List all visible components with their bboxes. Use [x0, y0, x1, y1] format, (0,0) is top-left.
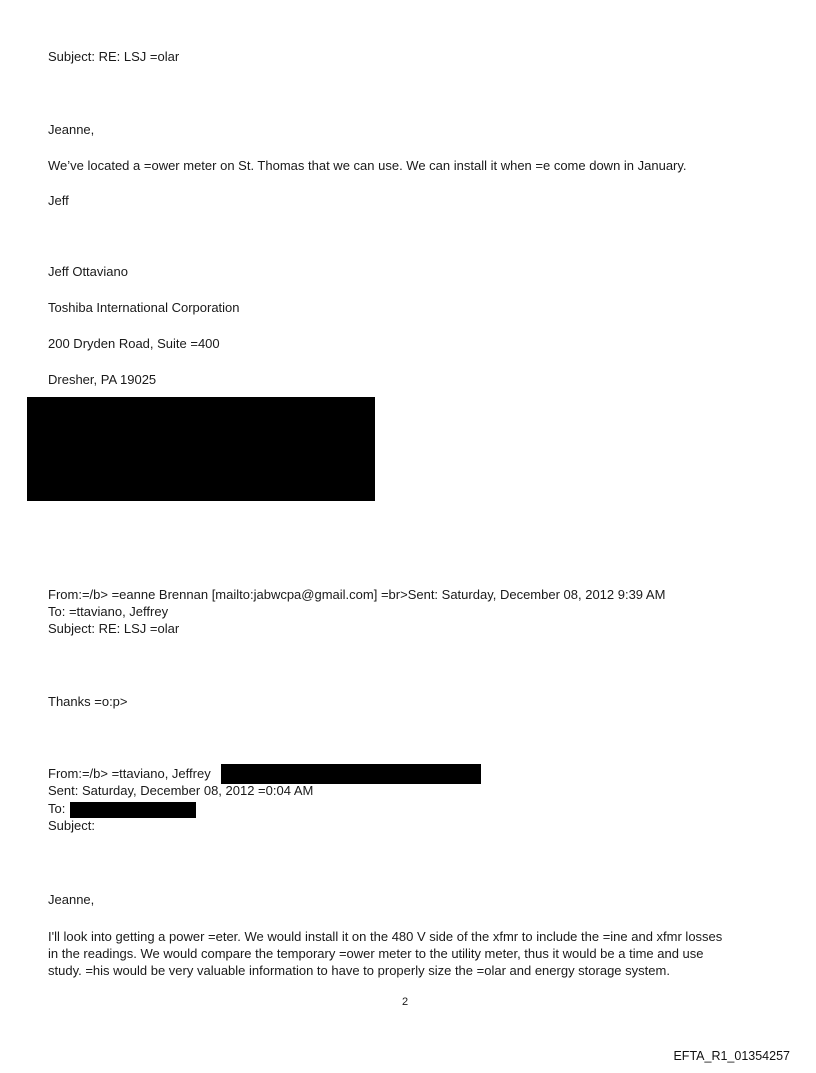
- email3-from-header: [48, 765, 211, 782]
- redaction-from-address: [221, 764, 481, 784]
- signature-name: Jeff Ottaviano: [48, 264, 128, 279]
- email2-subject-header: Subject: RE: LSJ =olar: [48, 621, 180, 636]
- email3-body-line-1: I'll look into getting a power =eter. We would install it on the 480 V side of the xfmr to include the =ine and xfmr losses: [48, 929, 723, 944]
- email3-sent-header: Sent: Saturday, December 08, 2012 =0:04 AM: [48, 783, 314, 798]
- email1-signoff: Jeff: [48, 193, 69, 208]
- email3-greeting: Jeanne,: [48, 892, 95, 907]
- email2-to-header: To: =ttaviano, Jeffrey: [48, 604, 169, 619]
- email3-to-header: [48, 800, 65, 817]
- email3-body-line-3: study. =his would be very valuable information to have to properly size the =olar and energy storage system.: [48, 963, 670, 978]
- email3-from-text: From:=/b> =ttaviano, Jeffrey: [48, 766, 211, 781]
- redaction-block: [27, 397, 375, 501]
- email1-body: We’ve located a =ower meter on St. Thomas that we can use. We can install it when =e come down in January.: [48, 158, 687, 173]
- signature-address-line1: 200 Dryden Road, Suite =400: [48, 336, 220, 351]
- redaction-to-recipient: [70, 802, 196, 818]
- signature-company: Toshiba International Corporation: [48, 300, 240, 315]
- document-id: EFTA_R1_01354257: [673, 1049, 790, 1063]
- email2-from-header: From:=/b> =eanne Brennan [mailto:jabwcpa@gmail.com] =br>Sent: Saturday, December 08, 2012 9:39 AM: [48, 587, 666, 602]
- email3-to-label: To:: [48, 801, 66, 816]
- email1-greeting: Jeanne,: [48, 122, 95, 137]
- email2-body: Thanks =o:p>: [48, 694, 128, 709]
- page-number: 2: [402, 996, 409, 1008]
- email3-subject-header: Subject:: [48, 818, 95, 833]
- signature-address-line2: Dresher, PA 19025: [48, 372, 157, 387]
- email1-subject: Subject: RE: LSJ =olar: [48, 49, 180, 64]
- email3-body-line-2: in the readings. We would compare the temporary =ower meter to the utility meter, thus it would be a time and use: [48, 946, 704, 961]
